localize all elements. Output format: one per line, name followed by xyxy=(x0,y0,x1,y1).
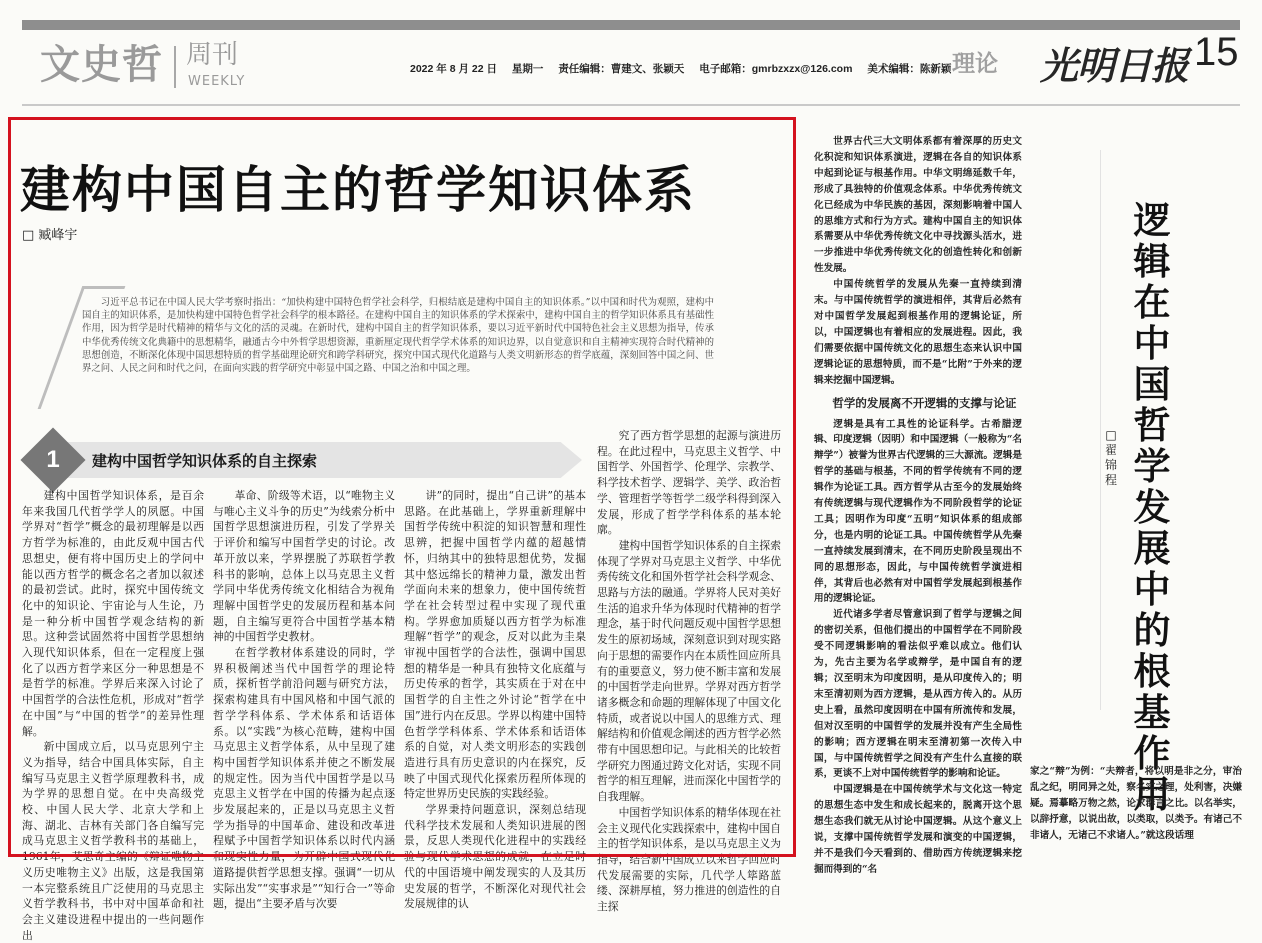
paragraph: 建构中国哲学知识体系的自主探索体现了学界对马克思主义哲学、中华优秀传统文化和国外哲学社会科学观念、思路与方法的融通。学界将人民对美好生活的追求升华为体现时代精神的哲学理念，基于时代问题反观中国哲学思想发生的原初场域，深刻意识到对现实路向于思想的需要作内在本质性回应所具有的重要意义，努力使不断丰富和发展的中国哲学走向世界。学界对西方哲学诸多概念和命题的理解体现了中国文化特质，或者说以中国人的思维方式、理解结构和价值观念阐述的西方哲学必然带有中国思想印记。与此相关的比较哲学研究力图通过跨文化对话，实现不同哲学的相互理解，进而深化中国哲学的自我理解。 xyxy=(597,538,781,804)
paragraph: 新中国成立后，以马克思列宁主义为指导，结合中国具体实际，自主编写马克思主义哲学原理教科书，成为学界的思想自觉。在中央高级党校、中国人民大学、北京大学和上海、湖北、吉林有关部门各自编写完成马克思主义哲学教科书的基础上，1961年，艾思奇主编的《辩证唯物主义历史唯物主义》出版，这是我国第一本完整系统且广泛使用的马克思主义哲学教科书，书中对中国革命和社会主义建设进程中提出的一些问题作出 xyxy=(22,740,204,942)
paragraph: 在哲学教材体系建设的同时，学界积极阐述当代中国哲学的理论特质，探析哲学前沿问题与研究方法，探索构建具有中国风格和中国气派的哲学学科体系、学术体系和话语体系。以“实践”为核心范畴，建构中国马克思主义哲学体系，从中呈现了建构中国哲学知识体系并使之不断发展的规定性。因为当代中国哲学是以马克思主义哲学在中国的传播为起点逐步发展起来的，正是以马克思主义哲学为指导的中国革命、建设和改革进程赋予中国哲学知识体系以时代内涵和现实性力量，为开辟中国式现代化道路提供哲学思想支撑。强调“一切从实际出发”“实事求是”“知行合一”等命题，提出“主要矛盾与次要 xyxy=(213,646,395,911)
brand-weekly: 周刊 xyxy=(186,40,239,70)
paragraph: 逻辑是具有工具性的论证科学。古希腊逻辑、印度逻辑（因明）和中国逻辑（一般称为“名辩学”）被誉为世界古代逻辑的三大源流。逻辑是哲学的基础与根基，不同的哲学传统有不同的逻辑作为论证工具。西方哲学从古至今的发展始终有传统逻辑与现代逻辑作为不同阶段哲学的论证工具；因明作为印度“五明”知识体系的组成部分，也是内明的论证工具。中国传统哲学从先秦一直持续发展到清末，在不同历史阶段呈现出不同的思想形态，因此，与中国传统哲学演进相伴，其背后也必然有对中国哲学发展起到根基作用的逻辑论证。 xyxy=(814,418,1022,605)
paragraph: 革命、阶级等术语，以“唯物主义与唯心主义斗争的历史”为线索分析中国哲学思想演进历程，引发了学界关于评价和编写中国哲学史的讨论。改革开放以来，学界摆脱了苏联哲学教科书的影响，总体上以马克思主义哲学同中华优秀传统文化相结合为视角理解中国哲学史的发展历程和基本问题，自主编写更符合中国哲学基本精神的中国哲学史教材。 xyxy=(213,489,395,644)
issue-art-editor: 美术编辑：陈新颖 xyxy=(867,63,952,75)
paragraph: 近代诸多学者尽管意识到了哲学与逻辑之间的密切关系，但他们提出的中国哲学在不同阶段受不同逻辑影响的看法似乎难以成立。他们认为，先古主要为名学或辩学，是中国自有的逻辑；汉至明末为印度因明，是从印度传入的；明末至清初则为西方逻辑，是从西方传入的。从历史上看，虽然印度因明在中国有所流传和发展，但对汉至明的中国哲学的发展并没有产生全局性的影响；西方逻辑在明末至清初第一次传入中国，与中国传统哲学之间没有产生什么直接的联系，更谈不上对中国传统哲学的影响和论证。 xyxy=(814,609,1022,780)
section-banner xyxy=(22,442,582,478)
article-column-2 xyxy=(213,488,395,911)
article-title: 建构中国自主的哲学知识体系 xyxy=(20,160,696,219)
issue-date: 2022 年 8 月 22 日 xyxy=(410,63,497,75)
section-number: 1 xyxy=(46,446,60,473)
article2-continuation: 家之“辩”为例：“夫辩者，将以明是非之分，审治乱之纪，明同异之处，察名实之理，处利害，决嫌疑。焉摹略万物之然，论求群言之比。以名举实，以辞抒意，以说出故，以类取，以类予。有诸己不非诸人，无诸己不求诸人。”就这段话理 xyxy=(1030,766,1242,841)
paragraph: 中国哲学知识体系的精华体现在社会主义现代化实践探索中，建构中国自主的哲学知识体系，是以马克思主义为指导，结合新中国成立以来哲学回应时代发展需要的实际，几代学人筚路蓝缕、深耕厚植，努力推进的创造性的自主探 xyxy=(597,805,781,914)
paragraph: 中国逻辑是在中国传统学术与文化这一特定的思想生态中发生和成长起来的，脱离开这个思想生态我们就无从讨论中国逻辑。从这个意义上说，支撑中国传统哲学发展和演变的中国逻辑，并不是我们今天看到的、借助西方传统逻辑来挖掘而得到的“名 xyxy=(814,784,1022,875)
issue-editors: 责任编辑：曹建文、张颖天 xyxy=(558,63,685,75)
article-abstract: 习近平总书记在中国人民大学考察时指出：“加快构建中国特色哲学社会科学，归根结底是建构中国自主的知识体系。”以中国和时代为观照，建构中国自主的知识体系，是加快构建中国特色哲学社会科学的根本路径。在建构中国自主的知识体系的学术探索中，建构中国自主的哲学知识体系具有基础性作用，因为哲学是时代精神的精华与文化的活的灵魂。在新时代，建构中国自主的哲学知识体系，要以习近平新时代中国特色社会主义思想为指导，传承中华优秀传统文化典籍中的思想精华，融通古今中外哲学思想资源，重新厘定现代哲学学术体系的知识边界，以自觉意识和自主精神实现符合时代精神的思想创造，不断深化体现中国思想特质的哲学基础理论研究和跨学科研究，探究中国式现代化道路与人类文明新形态的哲学底蕴，深刻回答中国之问、世界之问、人民之问和时代之问，在面向实践的哲学研究中彰显中国之路、中国之治和中国之理。 xyxy=(82,297,714,375)
article2-subheading: 哲学的发展离不开逻辑的支撑与论证 xyxy=(832,395,1017,410)
article2-column xyxy=(814,134,1022,875)
paragraph: 究了西方哲学思想的起源与演进历程。在此过程中，马克思主义哲学、中国哲学、外国哲学、伦理学、宗教学、科学技术哲学、逻辑学、美学、政治哲学、管理哲学等哲学二级学科得到深入发展，形成了哲学学科体系的基本轮廓。 xyxy=(597,429,781,537)
page-number: 15 xyxy=(1194,30,1239,74)
issue-weekday: 星期一 xyxy=(511,63,544,75)
section-label: 理论 xyxy=(952,51,998,77)
brand-divider xyxy=(174,46,176,88)
newspaper-masthead: 光明日报 xyxy=(1040,43,1189,88)
column-divider xyxy=(1100,150,1101,710)
section-heading: 建构中国哲学知识体系的自主探索 xyxy=(92,452,318,470)
article-column-1 xyxy=(22,488,204,942)
article-column-4 xyxy=(597,428,781,914)
article-byline: □ 臧峰宇 xyxy=(22,228,78,243)
paragraph: 世界古代三大文明体系都有着深厚的历史文化积淀和知识体系演进，逻辑在各自的知识体系中起到论证与根基作用。中华文明绵延数千年，形成了具独特的价值观念体系。中华优秀传统文化已经成为中华民族的基因，深刻影响着中国人的思维方式和行为方式。建构中国自主的知识体系需要从中华优秀传统文化中寻找源头活水，进一步推进中华优秀传统文化的创造性转化和创新性发展。 xyxy=(814,136,1022,275)
paragraph: 建构中国哲学知识体系，是百余年来我国几代哲学学人的夙愿。中国学界对“哲学”概念的最初理解是以西方哲学为标准的，由此反观中国古代思想史，便有将中国历史上的学问中能以西方哲学的概念名之者加以叙述的最初尝试。此时，探究中国传统文化中的知识论、宇宙论与人生论，乃是一种分析中国哲学观念结构的新思。这种尝试固然将中国哲学思想纳入现代知识体系，但在一定程度上强化了以西方哲学来区分一种思想是不是哲学的标准。学界后来深入讨论了中国哲学的合法性危机，形成对“哲学在中国”与“中国的哲学”的差异性理解。 xyxy=(22,489,204,738)
article-column-3 xyxy=(404,488,586,911)
article2-title: 逻辑在中国哲学发展中的根基作用 xyxy=(1133,198,1171,816)
header-divider xyxy=(22,104,1240,106)
brand-weekly-en: WEEKLY xyxy=(188,74,246,89)
article2-byline: □ 翟锦程 xyxy=(1104,428,1117,487)
brand-title: 文史哲 xyxy=(40,41,163,88)
header-top-bar xyxy=(22,20,1240,30)
issue-email: 电子邮箱：gmrbzxzx@126.com xyxy=(699,63,853,75)
paragraph: 中国传统哲学的发展从先秦一直持续到清末。与中国传统哲学的演进相伴，其背后必然有对中国哲学发展起到根基作用的逻辑论证，所以，中国逻辑也有着相应的发展进程。因此，我们需要依据中国传统文化的思想生态来认识中国逻辑论证的思想特质，而不是“比附”于外来的逻辑来挖掘中国逻辑。 xyxy=(814,279,1022,386)
paragraph: 讲”的同时，提出“自己讲”的基本思路。在此基础上，学界重新理解中国哲学传统中积淀的知识智慧和理性思辨，把握中国哲学内蕴的超越情怀，归纳其中的独特思想优势，发掘其中悠远绵长的精神力量，激发出哲学面向未来的想象力，使中国传统哲学在社会转型过程中实现了现代重构。学界愈加质疑以西方哲学为标准理解“哲学”的观念，反对以此为圭臬审视中国哲学的合法性，强调中国思想的精华是一种具有独特文化底蕴与历史传承的哲学，其实质在于对在中国哲学的自主性之外讨论“哲学在中国”进行内在反思。学界以构建中国特色哲学学科体系、学术体系和话语体系的自觉，对人类文明形态的实践创造进行具有历史意识的内在探究，反映了中国式现代化探索历程所体现的特定世界历史民族的实践经验。 xyxy=(404,489,586,801)
issue-meta xyxy=(410,61,963,76)
paragraph: 学界秉持问题意识，深刻总结现代科学技术发展和人类知识进展的图景，反思人类现代化进程中的实践经验与现代学术思想的成就，在立足时代的中国语境中阐发现实的人及其历史发展的哲学，不断深化对现代社会发展规律的认 xyxy=(404,803,586,911)
